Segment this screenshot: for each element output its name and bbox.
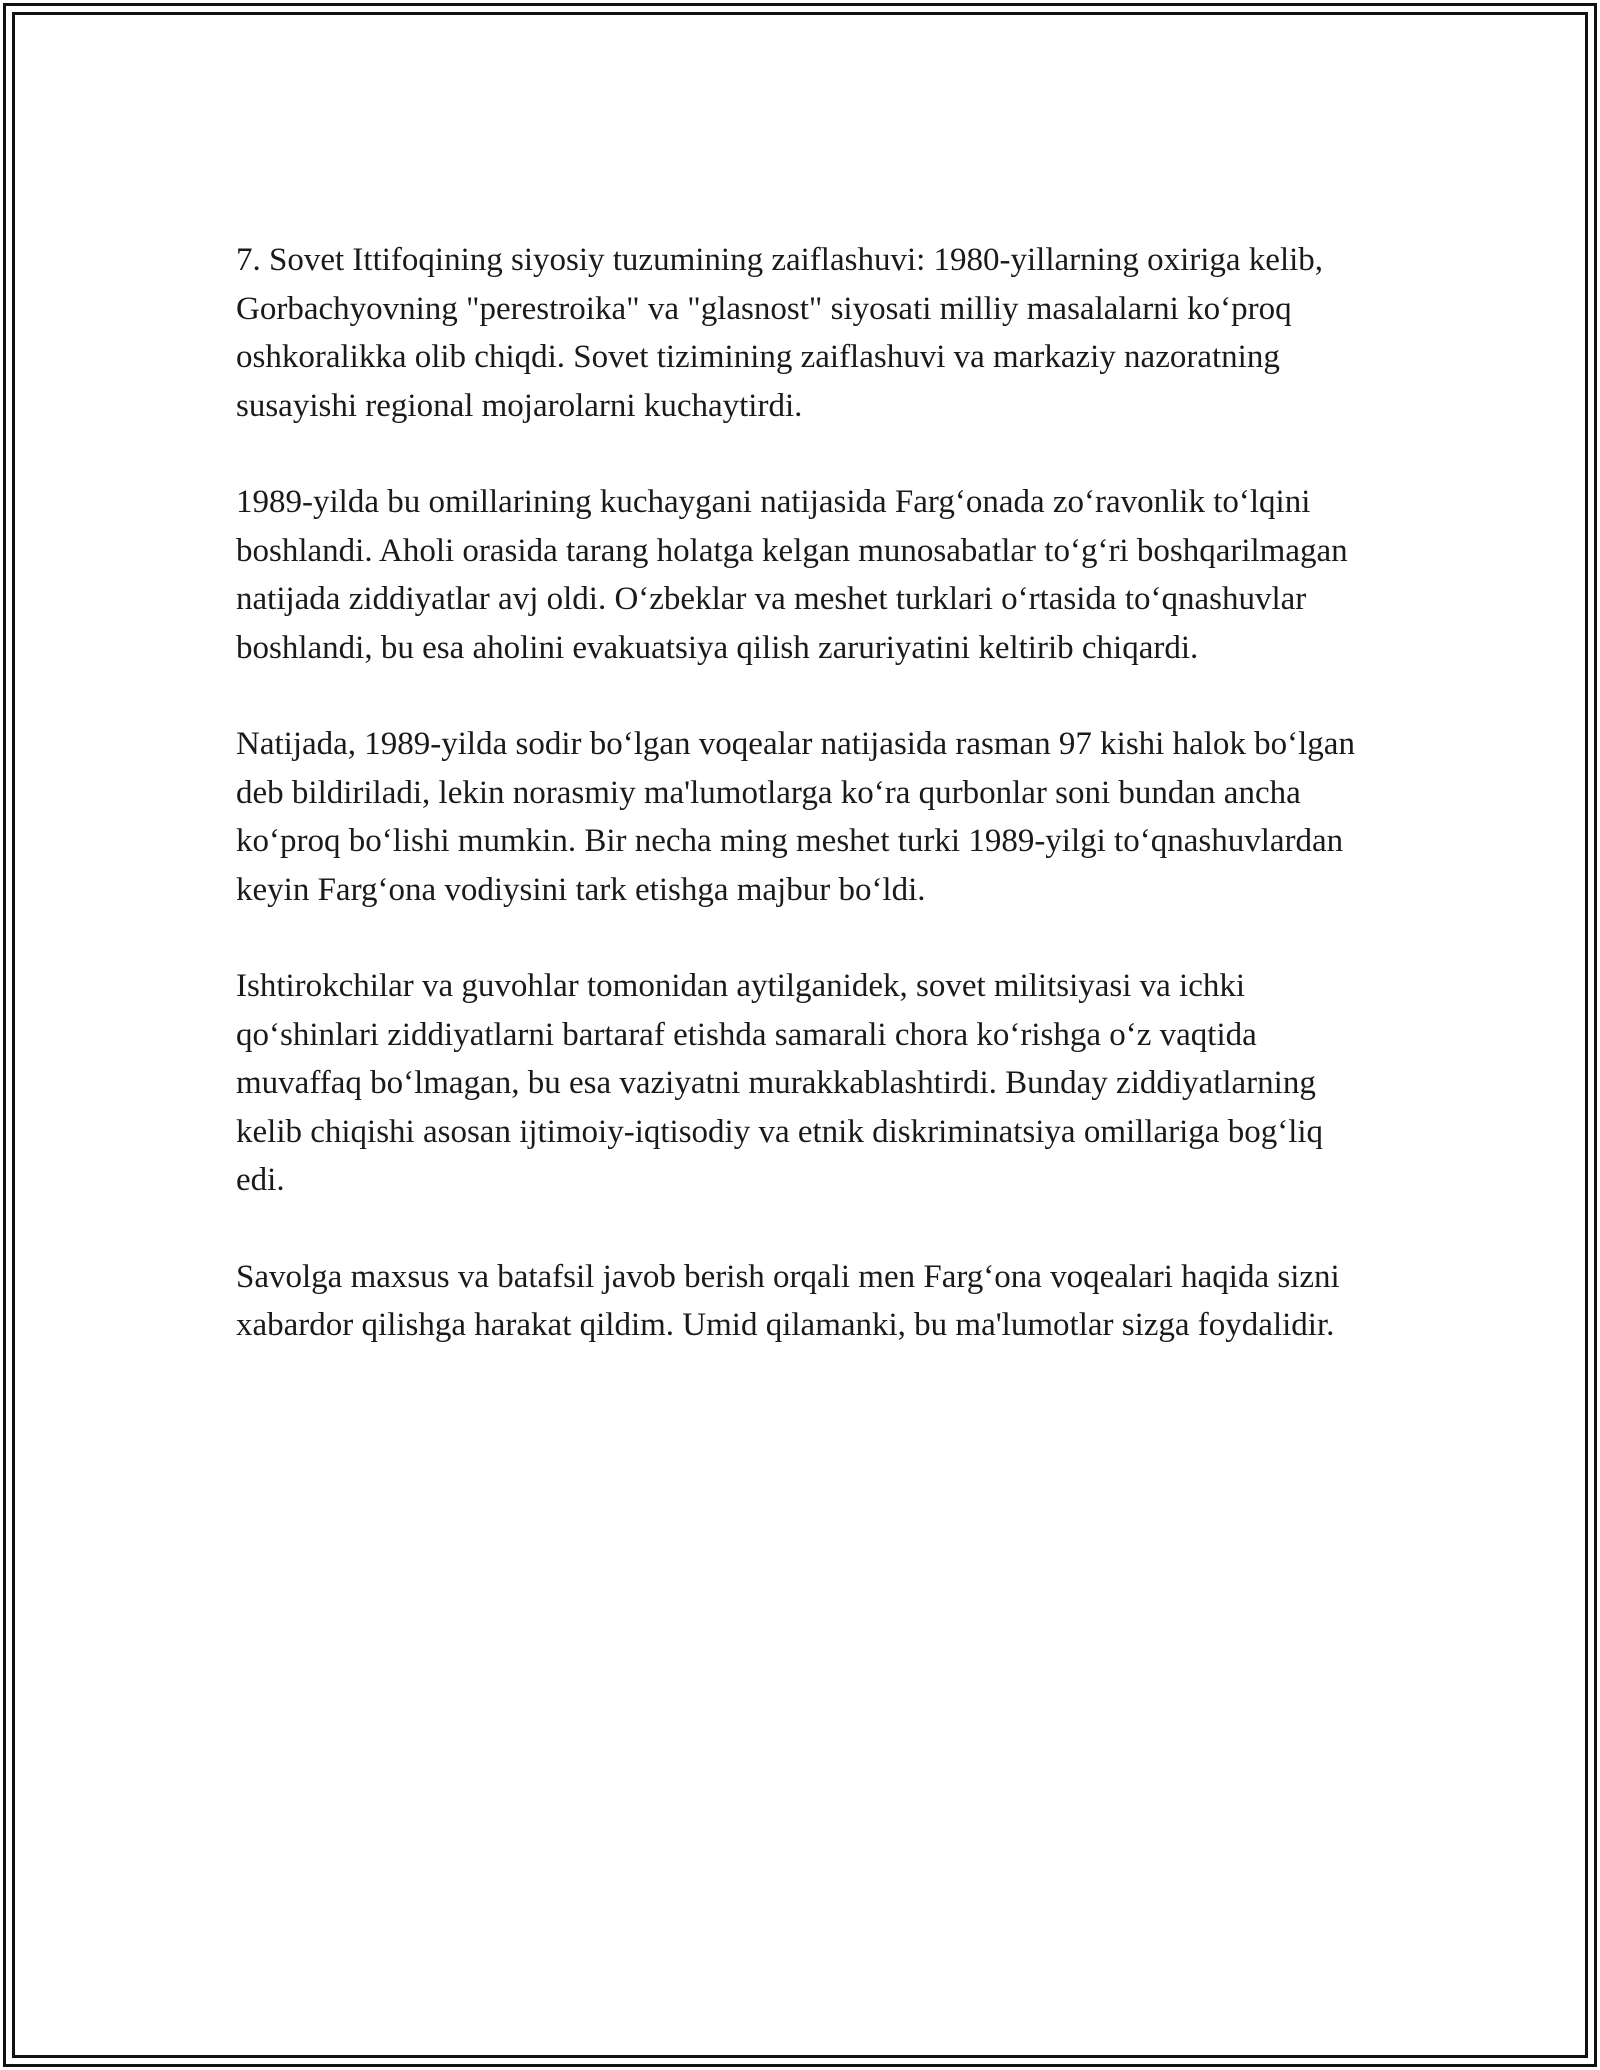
- paragraph-2: 1989-yilda bu omillarining kuchaygani natijasida Farg‘onada zo‘ravonlik to‘lqini boshlandi. Aholi orasida tarang holatga kelgan munosabatlar to‘g‘ri boshqarilmagan natijada ziddiyatlar avj oldi. O‘zbeklar va meshet turklari o‘rtasida to‘qnashuvlar boshlandi, bu esa aholini evakuatsiya qilish zaruriyatini keltirib chiqardi.: [236, 484, 1348, 666]
- paragraph-1: 7. Sovet Ittifoqining siyosiy tuzumining zaiflashuvi: 1980-yillarning oxiriga kelib, Gorbachyovning "perestroika" va "glasnost" siyosati milliy masalalarni ko‘proq oshkoralikka olib chiqdi. Sovet tizimining zaiflashuvi va markaziy nazoratning susayishi regional mojarolarni kuchaytirdi.: [236, 242, 1324, 424]
- document-body: [236, 236, 1366, 1398]
- paragraph-4: Ishtirokchilar va guvohlar tomonidan aytilganidek, sovet militsiyasi va ichki qo‘shinlari ziddiyatlarni bartaraf etishda samarali chora ko‘rishga o‘z vaqtida muvaffaq bo‘lmagan, bu esa vaziyatni murakkablashtirdi. Bunday ziddiyatlarning kelib chiqishi asosan ijtimoiy-iqtisodiy va etnik diskriminatsiya omillariga bog‘liq edi.: [236, 968, 1324, 1198]
- paragraph-3: Natijada, 1989-yilda sodir bo‘lgan voqealar natijasida rasman 97 kishi halok bo‘lgan deb bildiriladi, lekin norasmiy ma'lumotlarga ko‘ra qurbonlar soni bundan ancha ko‘proq bo‘lishi mumkin. Bir necha ming meshet turki 1989-yilgi to‘qnashuvlardan keyin Farg‘ona vodiysini tark etishga majbur bo‘ldi.: [236, 726, 1355, 908]
- paragraph-5: Savolga maxsus va batafsil javob berish orqali men Farg‘ona voqealari haqida sizni xabardor qilishga harakat qildim. Umid qilamanki, bu ma'lumotlar sizga foydalidir.: [236, 1258, 1340, 1343]
